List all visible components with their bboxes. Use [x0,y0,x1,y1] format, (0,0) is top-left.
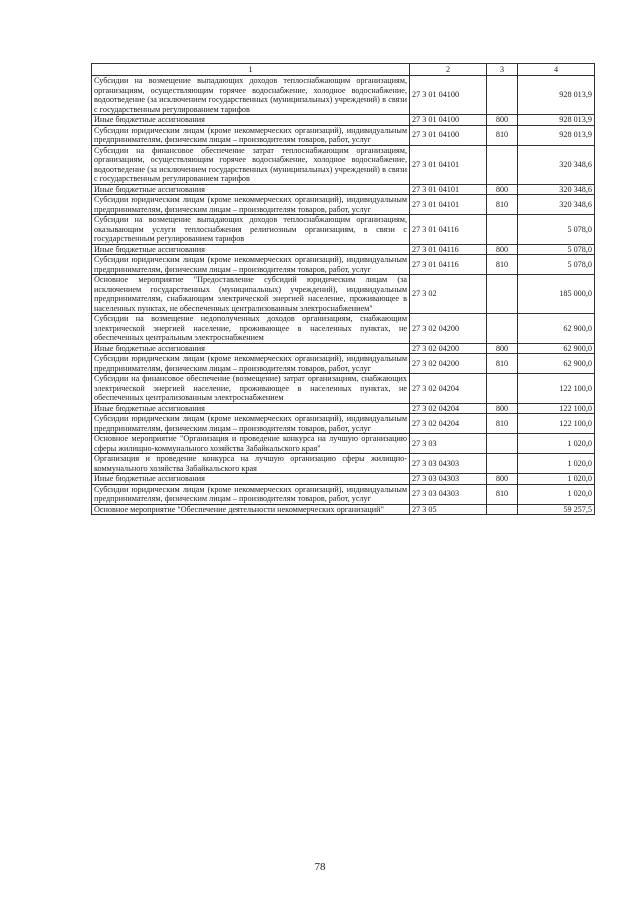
row-name-cell: Иные бюджетные ассигнования [92,184,410,195]
row-name-cell: Иные бюджетные ассигнования [92,244,410,255]
row-name-cell: Субсидии юридическим лицам (кроме некоммерческих организаций), индивидуальным предпринимателям, физическим лицам – производителям товаров, работ, услуг [92,354,410,374]
row-amount-cell: 5 078,0 [518,244,595,255]
row-name-cell: Субсидии юридическим лицам (кроме некоммерческих организаций), индивидуальным предпринимателям, физическим лицам – производителям товаров, работ, услуг [92,255,410,275]
row-type-cell [487,504,518,515]
row-code-cell: 27 3 03 04303 [410,474,487,485]
table-row [92,314,595,344]
table-row [92,195,595,215]
row-amount-cell: 185 000,0 [518,275,595,314]
row-code-cell: 27 3 01 04101 [410,184,487,195]
row-code-cell: 27 3 01 04101 [410,145,487,184]
table-row [92,115,595,126]
table-row [92,374,595,404]
row-code-cell: 27 3 03 [410,434,487,454]
table-row [92,215,595,245]
row-type-cell: 810 [487,354,518,374]
row-amount-cell: 59 257,5 [518,504,595,515]
row-amount-cell: 320 348,6 [518,145,595,184]
row-code-cell: 27 3 02 04204 [410,403,487,414]
row-type-cell [487,314,518,344]
row-code-cell: 27 3 01 04116 [410,215,487,245]
row-type-cell: 810 [487,195,518,215]
row-name-cell: Субсидии юридическим лицам (кроме некоммерческих организаций), индивидуальным предпринимателям, физическим лицам – производителям товаров, работ, услуг [92,125,410,145]
row-amount-cell: 1 020,0 [518,434,595,454]
header-col-2: 2 [410,64,487,76]
table-row [92,434,595,454]
header-col-1: 1 [92,64,410,76]
row-type-cell: 800 [487,115,518,126]
row-amount-cell: 5 078,0 [518,215,595,245]
row-type-cell [487,434,518,454]
table-row [92,76,595,115]
row-type-cell: 810 [487,255,518,275]
row-code-cell: 27 3 02 04204 [410,374,487,404]
row-code-cell: 27 3 03 04303 [410,484,487,504]
row-type-cell [487,454,518,474]
row-amount-cell: 928 013,9 [518,125,595,145]
row-type-cell [487,374,518,404]
row-name-cell: Субсидии юридическим лицам (кроме некоммерческих организаций), индивидуальным предпринимателям, физическим лицам – производителям товаров, работ, услуг [92,484,410,504]
row-amount-cell: 62 900,0 [518,354,595,374]
row-code-cell: 27 3 02 04200 [410,343,487,354]
table-row [92,354,595,374]
row-amount-cell: 1 020,0 [518,484,595,504]
table-row [92,343,595,354]
row-type-cell [487,215,518,245]
row-name-cell: Основное мероприятие "Предоставление субсидий юридическим лицам (за исключением государственных (муниципальных) учреждений), индивидуальным предпринимателям, снабжающим электрической энергией население, проживающее в населенных пунктах, не обеспеченных централизованным электроснабжением" [92,275,410,314]
row-code-cell: 27 3 01 04100 [410,125,487,145]
header-row [92,64,595,76]
row-type-cell: 810 [487,414,518,434]
row-name-cell: Основное мероприятие "Организация и проведение конкурса на лучшую организацию сферы жилищно-коммунального хозяйства Забайкальского края" [92,434,410,454]
row-code-cell: 27 3 02 04200 [410,354,487,374]
row-name-cell: Иные бюджетные ассигнования [92,403,410,414]
row-amount-cell: 1 020,0 [518,474,595,485]
row-name-cell: Субсидии юридическим лицам (кроме некоммерческих организаций), индивидуальным предпринимателям, физическим лицам – производителям товаров, работ, услуг [92,195,410,215]
row-name-cell: Организация и проведение конкурса на лучшую организацию сферы жилищно-коммунального хозяйства Забайкальского края [92,454,410,474]
row-amount-cell: 122 100,0 [518,414,595,434]
table-row [92,275,595,314]
row-code-cell: 27 3 01 04116 [410,244,487,255]
row-name-cell: Субсидии на финансовое обеспечение затрат теплоснабжающим организациям, организациям, осуществляющим горячее водоснабжение, холодное водоснабжение, водоотведение (за исключением государственных (муниципальных) учреждений) в связи с государственным регулированием тарифов [92,145,410,184]
row-amount-cell: 122 100,0 [518,403,595,414]
budget-table [91,63,595,515]
table-row [92,474,595,485]
row-code-cell: 27 3 01 04100 [410,115,487,126]
row-amount-cell: 928 013,9 [518,76,595,115]
row-amount-cell: 122 100,0 [518,374,595,404]
table-row [92,255,595,275]
table-row [92,184,595,195]
page-number: 78 [314,861,326,873]
table-row [92,244,595,255]
row-type-cell: 810 [487,125,518,145]
row-name-cell: Иные бюджетные ассигнования [92,343,410,354]
row-code-cell: 27 3 03 04303 [410,454,487,474]
row-code-cell: 27 3 02 04204 [410,414,487,434]
row-name-cell: Субсидии на возмещение выпадающих доходов теплоснабжающим организациям, организациям, осуществляющим горячее водоснабжение, холодное водоснабжение, водоотведение (за исключением государственных (муниципальных) учреждений) в связи с государственным регулированием тарифов [92,76,410,115]
row-code-cell: 27 3 05 [410,504,487,515]
row-name-cell: Субсидии на возмещение выпадающих доходов теплоснабжающим организациям, оказывающим услуги теплоснабжения религиозным организациям, в связи с государственным регулированием тарифов [92,215,410,245]
row-type-cell [487,275,518,314]
table-row [92,125,595,145]
row-amount-cell: 320 348,6 [518,184,595,195]
row-amount-cell: 1 020,0 [518,454,595,474]
row-type-cell: 800 [487,244,518,255]
row-name-cell: Субсидии юридическим лицам (кроме некоммерческих организаций), индивидуальным предпринимателям, физическим лицам – производителям товаров, работ, услуг [92,414,410,434]
table-row [92,454,595,474]
row-name-cell: Субсидии на возмещение недополученных доходов организациям, снабжающим электрической энергией население, проживающее в населенных пунктах, не обеспеченных центральным электроснабжением [92,314,410,344]
table-row [92,484,595,504]
row-name-cell: Иные бюджетные ассигнования [92,115,410,126]
row-name-cell: Основное мероприятие "Обеспечение деятельности некоммерческих организаций" [92,504,410,515]
row-amount-cell: 320 348,6 [518,195,595,215]
row-name-cell: Иные бюджетные ассигнования [92,474,410,485]
row-type-cell: 800 [487,343,518,354]
row-amount-cell: 928 013,9 [518,115,595,126]
table-row [92,414,595,434]
row-type-cell [487,145,518,184]
table-row [92,145,595,184]
row-type-cell: 800 [487,474,518,485]
row-amount-cell: 62 900,0 [518,314,595,344]
row-type-cell [487,76,518,115]
table-row [92,504,595,515]
row-code-cell: 27 3 01 04116 [410,255,487,275]
row-code-cell: 27 3 01 04100 [410,76,487,115]
row-code-cell: 27 3 01 04101 [410,195,487,215]
row-name-cell: Субсидии на финансовое обеспечение (возмещение) затрат организациям, снабжающих электрической энергией население, проживающее в населенных пунктах, не обеспеченных централизованным электроснабжением [92,374,410,404]
row-code-cell: 27 3 02 [410,275,487,314]
row-code-cell: 27 3 02 04200 [410,314,487,344]
row-amount-cell: 5 078,0 [518,255,595,275]
header-col-4: 4 [518,64,595,76]
row-type-cell: 810 [487,484,518,504]
table-body [92,76,595,515]
row-type-cell: 800 [487,184,518,195]
row-amount-cell: 62 900,0 [518,343,595,354]
row-type-cell: 800 [487,403,518,414]
table-row [92,403,595,414]
header-col-3: 3 [487,64,518,76]
